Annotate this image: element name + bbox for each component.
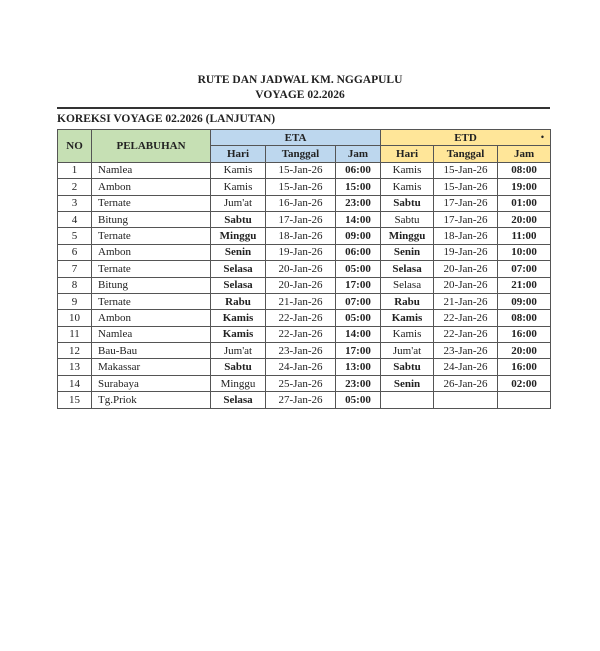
eta-tanggal-cell: 20-Jan-26 xyxy=(266,277,336,293)
document-subtitle: VOYAGE 02.2026 xyxy=(255,89,345,101)
table-row xyxy=(58,162,551,178)
port-cell: Tg.Priok xyxy=(92,392,211,408)
etd-jam-cell: 11:00 xyxy=(498,228,551,244)
eta-tanggal-cell: 27-Jan-26 xyxy=(266,392,336,408)
section-heading: KOREKSI VOYAGE 02.2026 (LANJUTAN) xyxy=(57,113,276,125)
table-row xyxy=(58,326,551,342)
eta-tanggal-cell: 19-Jan-26 xyxy=(266,244,336,260)
eta-hari-cell: Jum'at xyxy=(211,343,266,359)
no-cell: 3 xyxy=(58,195,92,211)
eta-tanggal-cell: 15-Jan-26 xyxy=(266,179,336,195)
etd-hari-cell: Kamis xyxy=(381,326,434,342)
etd-hari-cell: Kamis xyxy=(381,179,434,195)
eta-jam-cell: 05:00 xyxy=(336,392,381,408)
eta-tanggal-cell: 18-Jan-26 xyxy=(266,228,336,244)
etd-tanggal-cell: 22-Jan-26 xyxy=(434,310,498,326)
header-eta-tanggal: Tanggal xyxy=(266,146,336,162)
etd-tanggal-cell: 26-Jan-26 xyxy=(434,375,498,391)
port-cell: Ternate xyxy=(92,195,211,211)
eta-tanggal-cell: 22-Jan-26 xyxy=(266,310,336,326)
eta-tanggal-cell: 25-Jan-26 xyxy=(266,375,336,391)
no-cell: 11 xyxy=(58,326,92,342)
etd-hari-cell: Selasa xyxy=(381,277,434,293)
no-cell: 9 xyxy=(58,293,92,309)
header-no: NO xyxy=(58,130,92,163)
no-cell: 10 xyxy=(58,310,92,326)
eta-jam-cell: 13:00 xyxy=(336,359,381,375)
port-cell: Ternate xyxy=(92,293,211,309)
no-cell: 6 xyxy=(58,244,92,260)
header-etd xyxy=(381,130,551,146)
eta-hari-cell: Sabtu xyxy=(211,211,266,227)
etd-jam-cell: 20:00 xyxy=(498,211,551,227)
table-row xyxy=(58,211,551,227)
etd-jam-cell: 09:00 xyxy=(498,293,551,309)
etd-tanggal-cell: 20-Jan-26 xyxy=(434,277,498,293)
table-row xyxy=(58,293,551,309)
eta-hari-cell: Senin xyxy=(211,244,266,260)
etd-hari-cell: Jum'at xyxy=(381,343,434,359)
eta-hari-cell: Kamis xyxy=(211,162,266,178)
eta-jam-cell: 06:00 xyxy=(336,162,381,178)
eta-jam-cell: 23:00 xyxy=(336,375,381,391)
etd-jam-cell: 08:00 xyxy=(498,162,551,178)
eta-hari-cell: Minggu xyxy=(211,228,266,244)
header-etd-jam: Jam xyxy=(498,146,551,162)
etd-tanggal-cell: 21-Jan-26 xyxy=(434,293,498,309)
eta-hari-cell: Jum'at xyxy=(211,195,266,211)
eta-hari-cell: Kamis xyxy=(211,326,266,342)
etd-jam-cell: 01:00 xyxy=(498,195,551,211)
eta-hari-cell: Kamis xyxy=(211,179,266,195)
etd-tanggal-cell: 23-Jan-26 xyxy=(434,343,498,359)
etd-tanggal-cell: 17-Jan-26 xyxy=(434,211,498,227)
eta-hari-cell: Kamis xyxy=(211,310,266,326)
port-cell: Makassar xyxy=(92,359,211,375)
etd-jam-cell: 16:00 xyxy=(498,326,551,342)
eta-tanggal-cell: 21-Jan-26 xyxy=(266,293,336,309)
no-cell: 15 xyxy=(58,392,92,408)
etd-tanggal-cell xyxy=(434,392,498,408)
header-etd-label: ETD xyxy=(454,131,477,144)
eta-tanggal-cell: 24-Jan-26 xyxy=(266,359,336,375)
eta-hari-cell: Selasa xyxy=(211,277,266,293)
port-cell: Ternate xyxy=(92,261,211,277)
table-row xyxy=(58,261,551,277)
header-eta-jam: Jam xyxy=(336,146,381,162)
header-eta: ETA xyxy=(211,130,381,146)
header-etd-tanggal: Tanggal xyxy=(434,146,498,162)
table-row xyxy=(58,359,551,375)
eta-jam-cell: 15:00 xyxy=(336,179,381,195)
eta-hari-cell: Selasa xyxy=(211,392,266,408)
etd-jam-cell: 07:00 xyxy=(498,261,551,277)
etd-hari-cell: Sabtu xyxy=(381,211,434,227)
eta-jam-cell: 06:00 xyxy=(336,244,381,260)
etd-jam-cell: 08:00 xyxy=(498,310,551,326)
schedule-table xyxy=(57,129,551,409)
table-row xyxy=(58,310,551,326)
port-cell: Ambon xyxy=(92,310,211,326)
eta-tanggal-cell: 17-Jan-26 xyxy=(266,211,336,227)
etd-hari-cell: Senin xyxy=(381,244,434,260)
etd-tanggal-cell: 22-Jan-26 xyxy=(434,326,498,342)
eta-tanggal-cell: 23-Jan-26 xyxy=(266,343,336,359)
port-cell: Surabaya xyxy=(92,375,211,391)
table-row xyxy=(58,244,551,260)
table-row xyxy=(58,277,551,293)
etd-jam-cell: 02:00 xyxy=(498,375,551,391)
eta-tanggal-cell: 22-Jan-26 xyxy=(266,326,336,342)
etd-hari-cell: Sabtu xyxy=(381,195,434,211)
etd-hari-cell: Kamis xyxy=(381,310,434,326)
etd-tanggal-cell: 15-Jan-26 xyxy=(434,179,498,195)
eta-hari-cell: Selasa xyxy=(211,261,266,277)
no-cell: 13 xyxy=(58,359,92,375)
eta-jam-cell: 09:00 xyxy=(336,228,381,244)
eta-hari-cell: Rabu xyxy=(211,293,266,309)
no-cell: 4 xyxy=(58,211,92,227)
etd-hari-cell: Minggu xyxy=(381,228,434,244)
no-cell: 8 xyxy=(58,277,92,293)
port-cell: Ambon xyxy=(92,179,211,195)
eta-tanggal-cell: 20-Jan-26 xyxy=(266,261,336,277)
port-cell: Bitung xyxy=(92,277,211,293)
dot-icon: • xyxy=(540,131,545,142)
document-title: RUTE DAN JADWAL KM. NGGAPULU xyxy=(197,74,403,86)
eta-hari-cell: Minggu xyxy=(211,375,266,391)
port-cell: Bitung xyxy=(92,211,211,227)
table-row xyxy=(58,179,551,195)
etd-tanggal-cell: 17-Jan-26 xyxy=(434,195,498,211)
no-cell: 1 xyxy=(58,162,92,178)
no-cell: 2 xyxy=(58,179,92,195)
etd-hari-cell xyxy=(381,392,434,408)
header-eta-hari: Hari xyxy=(211,146,266,162)
eta-jam-cell: 17:00 xyxy=(336,277,381,293)
port-cell: Namlea xyxy=(92,162,211,178)
port-cell: Ambon xyxy=(92,244,211,260)
table-row xyxy=(58,343,551,359)
eta-jam-cell: 23:00 xyxy=(336,195,381,211)
etd-hari-cell: Selasa xyxy=(381,261,434,277)
eta-jam-cell: 17:00 xyxy=(336,343,381,359)
etd-jam-cell: 20:00 xyxy=(498,343,551,359)
eta-jam-cell: 05:00 xyxy=(336,261,381,277)
eta-hari-cell: Sabtu xyxy=(211,359,266,375)
port-cell: Namlea xyxy=(92,326,211,342)
eta-tanggal-cell: 15-Jan-26 xyxy=(266,162,336,178)
etd-jam-cell: 16:00 xyxy=(498,359,551,375)
divider xyxy=(57,107,550,109)
eta-jam-cell: 05:00 xyxy=(336,310,381,326)
etd-jam-cell: 10:00 xyxy=(498,244,551,260)
no-cell: 7 xyxy=(58,261,92,277)
etd-jam-cell xyxy=(498,392,551,408)
no-cell: 14 xyxy=(58,375,92,391)
header-pelabuhan: PELABUHAN xyxy=(92,130,211,163)
eta-jam-cell: 07:00 xyxy=(336,293,381,309)
etd-tanggal-cell: 20-Jan-26 xyxy=(434,261,498,277)
table-row xyxy=(58,228,551,244)
port-cell: Bau-Bau xyxy=(92,343,211,359)
eta-jam-cell: 14:00 xyxy=(336,326,381,342)
etd-tanggal-cell: 18-Jan-26 xyxy=(434,228,498,244)
etd-hari-cell: Senin xyxy=(381,375,434,391)
etd-jam-cell: 19:00 xyxy=(498,179,551,195)
table-row xyxy=(58,195,551,211)
eta-tanggal-cell: 16-Jan-26 xyxy=(266,195,336,211)
table-row xyxy=(58,375,551,391)
etd-tanggal-cell: 19-Jan-26 xyxy=(434,244,498,260)
etd-tanggal-cell: 15-Jan-26 xyxy=(434,162,498,178)
header-etd-hari: Hari xyxy=(381,146,434,162)
etd-tanggal-cell: 24-Jan-26 xyxy=(434,359,498,375)
eta-jam-cell: 14:00 xyxy=(336,211,381,227)
table-row xyxy=(58,392,551,408)
etd-hari-cell: Sabtu xyxy=(381,359,434,375)
no-cell: 12 xyxy=(58,343,92,359)
etd-hari-cell: Rabu xyxy=(381,293,434,309)
port-cell: Ternate xyxy=(92,228,211,244)
etd-jam-cell: 21:00 xyxy=(498,277,551,293)
etd-hari-cell: Kamis xyxy=(381,162,434,178)
no-cell: 5 xyxy=(58,228,92,244)
